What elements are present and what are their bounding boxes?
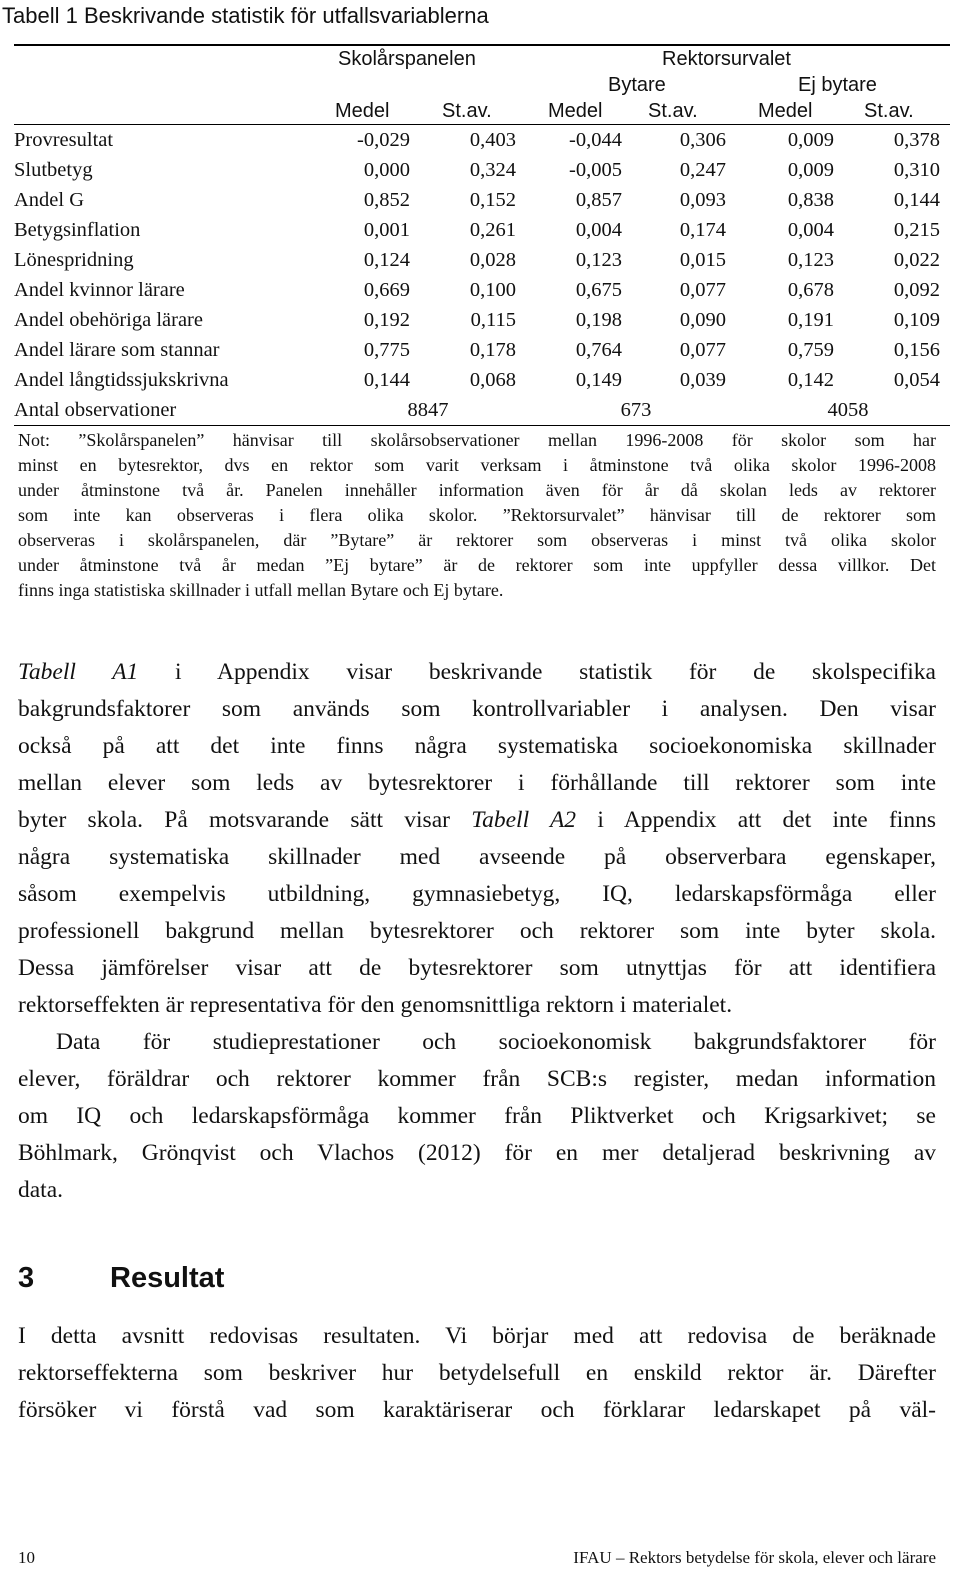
table-cell: 0,123 xyxy=(787,248,834,271)
row-label: Andel kvinnor lärare xyxy=(14,278,185,301)
table-row-observations xyxy=(14,395,950,425)
paragraph-2-line: Böhlmark, Grönqvist och Vlachos (2012) för en mer detaljerad beskrivning av xyxy=(18,1140,936,1166)
paragraph-2-line: Data för studieprestationer och socioekonomisk bakgrundsfaktorer för xyxy=(56,1029,936,1055)
statistics-table-body xyxy=(14,125,950,425)
table-cell: 0,077 xyxy=(679,278,726,301)
table-cell: 0,009 xyxy=(787,128,834,151)
table-cell: 0,090 xyxy=(679,308,726,331)
table-cell: 0,178 xyxy=(469,338,516,361)
table-row xyxy=(14,215,950,245)
header-medel: Medel xyxy=(758,100,813,122)
paragraph-3 xyxy=(18,1318,936,1429)
table-cell: 0,764 xyxy=(575,338,622,361)
table-cell: 0,144 xyxy=(893,188,940,211)
table-cell: 0,077 xyxy=(679,338,726,361)
table-cell: 0,054 xyxy=(893,368,940,391)
paragraph-line: Dessa jämförelser visar att de bytesrektorer som utnyttjas för att identifiera xyxy=(18,955,936,981)
table-bottom-rule xyxy=(14,425,950,426)
paragraph-line: bakgrundsfaktorer som används som kontrollvariabler i analysen. Den visar xyxy=(18,696,936,722)
table-cell: 0,378 xyxy=(893,128,940,151)
table-row xyxy=(14,185,950,215)
table-cell: 0,149 xyxy=(575,368,622,391)
row-label: Andel obehöriga lärare xyxy=(14,308,203,331)
section-title: Resultat xyxy=(110,1262,225,1294)
table-cell: 0,310 xyxy=(893,158,940,181)
row-label: Andel G xyxy=(14,188,85,211)
table-cell: 0,022 xyxy=(893,248,940,271)
paragraph-line: några systematiska skillnader med avseende på observerbara egenskaper, xyxy=(18,844,936,870)
table-cell: 0,124 xyxy=(363,248,410,271)
table-cell: 0,838 xyxy=(787,188,834,211)
row-label: Andel långtidssjukskrivna xyxy=(14,368,229,391)
table-cell: 0,198 xyxy=(575,308,622,331)
table-cell: 0,000 xyxy=(363,158,410,181)
paragraph-line-text: i Appendix att det inte finns xyxy=(576,807,936,833)
paragraph-line: rektorseffekten är representativa för den genomsnittliga rektorn i materialet. xyxy=(18,992,733,1018)
table-note xyxy=(18,428,936,603)
note-line: under åtminstone två år medan ”Ej bytare” är de rektorer som inte uppfyller dessa villkor. Det xyxy=(18,555,936,575)
table-cell: 0,192 xyxy=(363,308,410,331)
header-medel: Medel xyxy=(548,100,603,122)
header-stav: St.av. xyxy=(648,100,698,122)
table-cell: 0,001 xyxy=(363,218,410,241)
table-cell: 0,675 xyxy=(575,278,622,301)
header-rektorsurvalet: Rektorsurvalet xyxy=(662,48,791,70)
header-medel: Medel xyxy=(335,100,390,122)
table-caption: Tabell 1 Beskrivande statistik för utfallsvariablerna xyxy=(2,3,489,28)
table-row xyxy=(14,245,950,275)
paragraph-line: mellan elever som leds av bytesrektorer i förhållande till rektorer som inte xyxy=(18,770,936,796)
table-cell: 0,015 xyxy=(679,248,726,271)
table-cell: 0,215 xyxy=(893,218,940,241)
table-cell: 0,028 xyxy=(469,248,516,271)
table-cell: -0,029 xyxy=(357,128,410,151)
table-row xyxy=(14,335,950,365)
statistics-table xyxy=(14,44,950,426)
table-header-row-3 xyxy=(14,98,950,124)
note-line: observeras i skolårspanelen, där ”Bytare” är rektorer som observeras i minst två olika skolor xyxy=(18,530,936,550)
table-cell: 0,156 xyxy=(893,338,940,361)
page-number: 10 xyxy=(18,1548,35,1567)
row-label: Andel lärare som stannar xyxy=(14,338,220,361)
table-cell: 0,247 xyxy=(679,158,726,181)
table-cell: 0,852 xyxy=(363,188,410,211)
note-line: som inte kan observeras i flera olika skolor. ”Rektorsurvalet” hänvisar till de rektorer som xyxy=(18,505,936,525)
section-number: 3 xyxy=(18,1262,35,1294)
row-label: Antal observationer xyxy=(14,398,177,421)
table-cell: 0,759 xyxy=(787,338,834,361)
paragraph-2-line: data. xyxy=(18,1177,64,1203)
table-cell: 0,115 xyxy=(470,308,516,331)
table-cell: 0,152 xyxy=(469,188,516,211)
note-line: under åtminstone två år. Panelen innehåller information även för år då skolan leds av rektorer xyxy=(18,480,936,500)
table-cell: 0,144 xyxy=(363,368,410,391)
paragraph-line-text: byter skola. På motsvarande sätt visar xyxy=(18,807,472,833)
header-skolarspanelen: Skolårspanelen xyxy=(338,48,476,70)
paragraph-line: I detta avsnitt redovisas resultaten. Vi börjar med att redovisa de beräknade xyxy=(18,1323,936,1349)
table-cell: 0,039 xyxy=(679,368,726,391)
paragraph-line: också på att det inte finns några systematiska socioekonomiska skillnader xyxy=(18,733,936,759)
section-heading xyxy=(18,1262,224,1295)
paragraph-1 xyxy=(18,654,936,1209)
table-row xyxy=(14,365,950,395)
table-row xyxy=(14,155,950,185)
note-line: minst en bytesrektor, dvs en rektor som varit verksam i åtminstone två olika skolor 1996-2008 xyxy=(18,455,936,475)
table-cell: 0,004 xyxy=(787,218,834,241)
table-cell: 0,142 xyxy=(787,368,834,391)
table-cell: 0,092 xyxy=(893,278,940,301)
table-row xyxy=(14,125,950,155)
table-cell: 0,004 xyxy=(575,218,622,241)
table-cell: 0,261 xyxy=(469,218,516,241)
note-line: Not: ”Skolårspanelen” hänvisar till skolårsobservationer mellan 1996-2008 för skolor som har xyxy=(18,430,936,450)
table-row xyxy=(14,275,950,305)
table-cell: 0,009 xyxy=(787,158,834,181)
observations-skolarspanelen: 8847 xyxy=(407,398,449,421)
table-cell: 0,093 xyxy=(679,188,726,211)
running-title: IFAU – Rektors betydelse för skola, elever och lärare xyxy=(573,1548,936,1567)
table-cell: 0,324 xyxy=(469,158,516,181)
header-stav: St.av. xyxy=(442,100,492,122)
table-cell: 0,403 xyxy=(469,128,516,151)
header-stav: St.av. xyxy=(864,100,914,122)
table-cell: 0,068 xyxy=(469,368,516,391)
row-label: Slutbetyg xyxy=(14,158,93,181)
table-cell: 0,775 xyxy=(363,338,410,361)
header-bytare: Bytare xyxy=(608,74,666,96)
paragraph-line: försöker vi förstå vad som karaktäriserar och förklarar ledarskapet på väl- xyxy=(18,1397,936,1423)
paragraph-line: professionell bakgrund mellan bytesrektorer och rektorer som inte byter skola. xyxy=(18,918,936,944)
table-cell: 0,857 xyxy=(575,188,622,211)
table-cell: 0,174 xyxy=(679,218,726,241)
table-cell: 0,669 xyxy=(363,278,410,301)
paragraph-line xyxy=(18,802,936,839)
row-label: Betygsinflation xyxy=(14,218,141,241)
table-cell: 0,191 xyxy=(787,308,834,331)
table-cell: -0,044 xyxy=(569,128,622,151)
paragraph-line: såsom exempelvis utbildning, gymnasiebetyg, IQ, ledarskapsförmåga eller xyxy=(18,881,936,907)
header-ej-bytare: Ej bytare xyxy=(798,74,877,96)
paragraph-2-line: elever, föräldrar och rektorer kommer från SCB:s register, medan information xyxy=(18,1066,936,1092)
table-cell: -0,005 xyxy=(569,158,622,181)
table-header-row-1 xyxy=(14,46,950,72)
table-header-row-2 xyxy=(14,72,950,98)
table-a2-reference: Tabell A2 xyxy=(471,807,577,833)
observations-bytare: 673 xyxy=(620,398,652,421)
table-cell: 0,100 xyxy=(469,278,516,301)
table-cell: 0,678 xyxy=(787,278,834,301)
table-a1-reference: Tabell A1 xyxy=(18,659,139,685)
paragraph-line xyxy=(18,654,936,691)
table-row xyxy=(14,305,950,335)
table-cell: 0,109 xyxy=(893,308,940,331)
paragraph-line-text: i Appendix visar beskrivande statistik för de skolspecifika xyxy=(138,659,936,685)
row-label: Lönespridning xyxy=(14,248,134,271)
row-label: Provresultat xyxy=(14,128,114,151)
observations-ej-bytare: 4058 xyxy=(827,398,869,421)
table-cell: 0,123 xyxy=(575,248,622,271)
note-line: finns inga statistiska skillnader i utfall mellan Bytare och Ej bytare. xyxy=(18,580,504,600)
table-cell: 0,306 xyxy=(679,128,726,151)
paragraph-2-line: om IQ och ledarskapsförmåga kommer från Pliktverket och Krigsarkivet; se xyxy=(18,1103,936,1129)
paragraph-line: rektorseffekterna som beskriver hur betydelsefull en enskild rektor är. Därefter xyxy=(18,1360,936,1386)
